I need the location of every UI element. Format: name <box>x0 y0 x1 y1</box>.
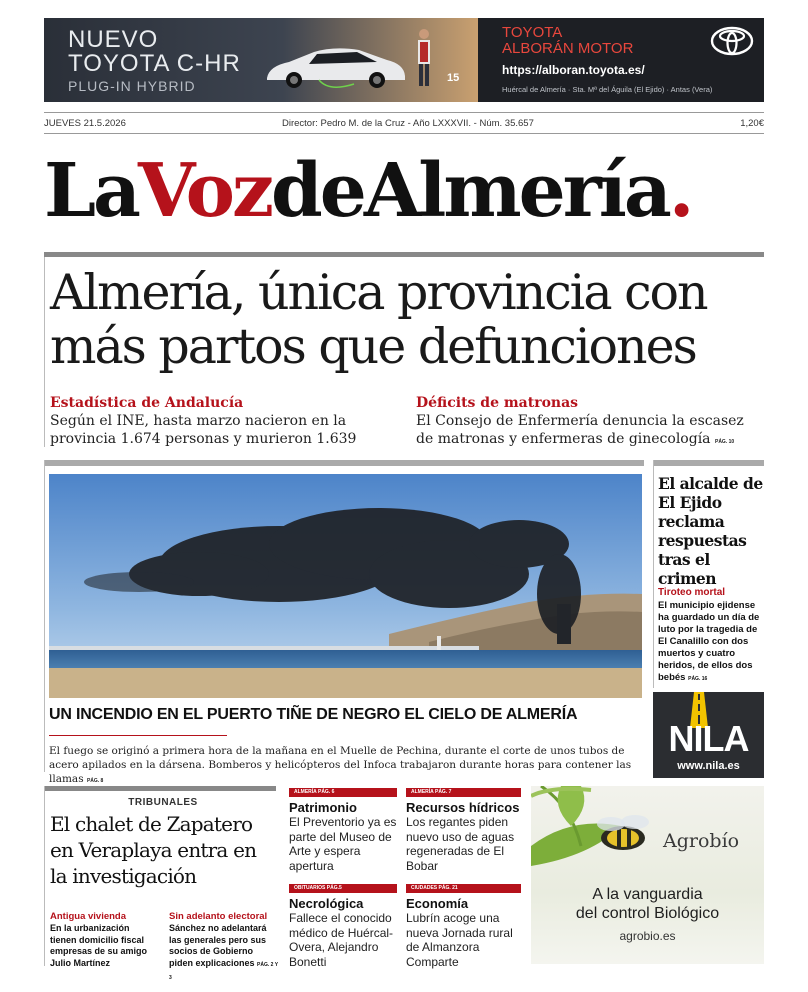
ad-brand-line2: ALBORÁN MOTOR <box>502 40 634 57</box>
lead-headline[interactable]: Almería, única provincia con más partos que defunciones <box>50 264 707 375</box>
tribunales-label: TRIBUNALES <box>128 797 198 808</box>
car-image <box>259 44 409 88</box>
photo-story-text <box>49 744 642 788</box>
nila-word: NILA <box>668 718 749 759</box>
toyota-logo-icon <box>710 26 754 56</box>
brief-body: Los regantes piden nuevo uso de aguas regeneradas de El Bobar <box>406 815 515 873</box>
tribunales-top-rule <box>44 786 276 791</box>
brief-section-bar: ALMERÍA PÁG. 6 <box>289 788 397 797</box>
photo-story-rule <box>49 735 227 736</box>
issue-price: 1,20€ <box>740 118 764 129</box>
right-story-headline[interactable]: El alcalde de El Ejido reclama respuestas tras el crimen <box>658 474 763 588</box>
nila-site[interactable]: www.nila.es <box>677 760 740 772</box>
ad-title-line1: NUEVO <box>68 26 159 53</box>
director-line: Director: Pedro M. de la Cruz - Año LXXXVII. - Núm. 35.657 <box>282 118 534 129</box>
lead-sub2-body: El Consejo de Enfermería denuncia la escasez de matronas y enfermeras de ginecología <box>416 413 744 447</box>
ad-left-panel <box>44 18 478 102</box>
lead-sub2-page: PÁG. 10 <box>714 439 735 445</box>
photo-story-side-rule <box>44 460 45 772</box>
right-story-side-rule <box>653 460 654 688</box>
brief-patrimonio[interactable] <box>289 788 397 873</box>
ad-title-line2: TOYOTA C-HR <box>68 50 241 77</box>
lead-sub1-kicker: Estadística de Andalucía <box>50 395 244 411</box>
right-story-page: PÁG. 16 <box>688 676 708 682</box>
lead-sub2-text[interactable] <box>416 412 764 451</box>
photo-story-top-rule <box>44 460 644 466</box>
right-story-body: El municipio ejidense ha guardado un día de luto por la tragedia de El Canalillo con dos muertos y cuatro heridos, de ellos dos bebés <box>658 600 760 683</box>
brief-body: Fallece el conocido médico de Huércal-Overa, Alejandro Bonetti <box>289 911 394 969</box>
brief-title: Economía <box>406 896 469 911</box>
brief-title: Patrimonio <box>289 800 357 815</box>
tribunales-col1-body: En la urbanización tienen domicilio fiscal empresas de su amigo Julio Martínez <box>50 923 148 968</box>
tribunales-headline[interactable]: El chalet de Zapatero en Veraplaya entra en la investigación <box>50 812 257 888</box>
port-fire-photo[interactable] <box>49 474 642 698</box>
brief-body: Lubrín acoge una nueva Jornada rural de Almanzora Comparte <box>406 911 513 969</box>
masthead-voz: Voz <box>137 148 271 234</box>
person-image <box>414 28 434 88</box>
photo-story-body: El fuego se originó a primera hora de la mañana en el Muelle de Pechina, durante el corte de unos tubos de acero apilados en la dársena. Bomberos y helicópteros del Infoca trabajaron durante horas para contener las llamas <box>49 745 632 785</box>
nila-ad[interactable] <box>653 692 764 778</box>
tribunales-col1-kicker: Antigua vivienda <box>50 911 127 922</box>
tribunales-col2-body: Sánchez no adelantará las generales pero sus socios de Gobierno piden explicaciones <box>169 923 267 968</box>
masthead-la: La <box>44 148 138 234</box>
brief-title: Necrológica <box>289 896 364 911</box>
right-story-top-rule <box>653 460 764 466</box>
ad-right-panel <box>478 18 764 102</box>
tribunales-col2-kicker: Sin adelanto electoral <box>169 911 268 922</box>
ad-brand-line1: TOYOTA <box>502 24 563 41</box>
ad-url[interactable]: https://alboran.toyota.es/ <box>502 63 645 77</box>
right-story-kicker: Tiroteo mortal <box>658 587 726 598</box>
brief-section-bar: CIUDADES PÁG. 21 <box>406 884 521 893</box>
lead-top-rule <box>44 252 764 257</box>
warranty-badge: 15 <box>447 72 460 84</box>
toyota-banner-ad[interactable] <box>44 18 764 102</box>
tribunales-col2-page: PÁG. 2 Y 3 <box>169 961 278 981</box>
photo-story-page: PÁG. 8 <box>86 778 104 784</box>
brief-necrologica[interactable] <box>289 884 397 969</box>
agrobio-line1: A la vanguardia <box>592 886 703 903</box>
ad-address: Huércal de Almería · Sta. Mª del Águila (El Ejido) · Antas (Vera) <box>502 85 713 94</box>
tribunales-side-rule <box>44 786 45 966</box>
lead-sub1-body[interactable]: Según el INE, hasta marzo nacieron en la provincia 1.674 personas y murieron 1.639 <box>50 413 357 447</box>
dateline-bar <box>44 112 764 134</box>
masthead-logo[interactable] <box>44 150 764 232</box>
right-story-text <box>658 600 766 685</box>
issue-date: JUEVES 21.5.2026 <box>44 118 126 129</box>
tribunales-col2-text <box>169 923 279 985</box>
photo-story-headline[interactable]: UN INCENDIO EN EL PUERTO TIÑE DE NEGRO EL CIELO DE ALMERÍA <box>49 706 578 723</box>
brief-economia[interactable] <box>406 884 521 969</box>
brief-title: Recursos hídricos <box>406 800 520 815</box>
agrobio-brand: Agrobío <box>663 830 740 852</box>
agrobio-site[interactable]: agrobio.es <box>619 929 676 943</box>
ad-title-line3: PLUG-IN HYBRID <box>68 78 196 94</box>
brief-recursos-hidricos[interactable] <box>406 788 521 873</box>
masthead-dot: . <box>668 148 692 234</box>
lead-sub2-kicker: Déficits de matronas <box>416 395 579 411</box>
brief-section-bar: OBITUARIOS PÁG.5 <box>289 884 397 893</box>
lead-side-rule <box>44 257 45 447</box>
agrobio-ad[interactable] <box>531 786 764 964</box>
masthead-de-almeria: deAlmería <box>271 148 669 234</box>
brief-body: El Preventorio ya es parte del Museo de Arte y espera apertura <box>289 815 397 873</box>
brief-section-bar: ALMERÍA PÁG. 7 <box>406 788 521 797</box>
agrobio-line2: del control Biológico <box>575 905 720 922</box>
